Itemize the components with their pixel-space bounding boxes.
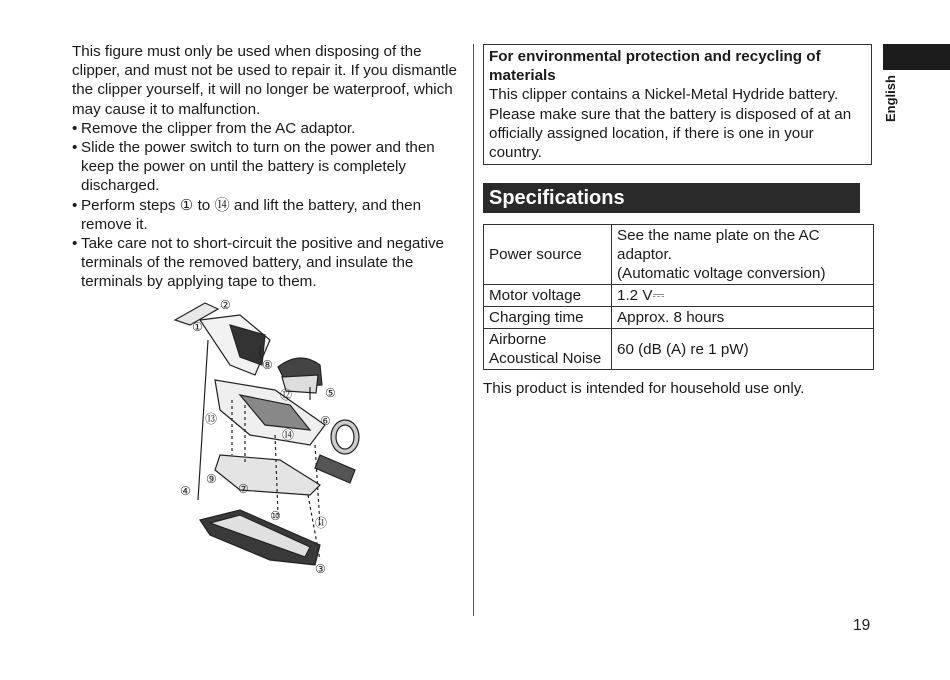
figure-label: ② bbox=[220, 298, 231, 312]
list-item: • Take care not to short-circuit the positive and negative terminals of the removed battery, and insulate the terminals by applying tape to them. bbox=[72, 234, 464, 292]
figure-label: ⑤ bbox=[325, 386, 336, 400]
environment-title: For environmental protection and recycling of materials bbox=[489, 48, 821, 85]
page-number: 19 bbox=[853, 617, 871, 634]
figure-label: ⑪ bbox=[315, 516, 328, 530]
spec-label bbox=[484, 329, 612, 370]
household-note: This product is intended for household use only. bbox=[483, 380, 805, 397]
table-row bbox=[484, 285, 874, 307]
disposal-steps bbox=[72, 119, 464, 292]
figure-label: ① bbox=[192, 320, 203, 334]
figure-label: ④ bbox=[180, 484, 191, 498]
intro-paragraph: This figure must only be used when disposing of the clipper, and must not be used to repair it. If you dismantle the clipper yourself, it will no longer be waterproof, which may cause it to malfunction. bbox=[72, 43, 457, 118]
language-label: English bbox=[883, 75, 898, 122]
disposal-instructions bbox=[72, 42, 464, 292]
list-item: • Slide the power switch to turn on the power and then keep the power on until the battery is completely discharged. bbox=[72, 138, 464, 196]
spec-value-line: See the name plate on the AC bbox=[617, 227, 820, 244]
table-row bbox=[484, 225, 874, 285]
figure-label: ⑬ bbox=[205, 412, 218, 426]
specifications-heading: Specifications bbox=[483, 183, 860, 213]
table-row bbox=[484, 329, 874, 370]
figure-label: ⑨ bbox=[206, 472, 217, 486]
spec-value: 60 (dB (A) re 1 pW) bbox=[612, 329, 874, 370]
list-item: • Remove the clipper from the AC adaptor. bbox=[72, 119, 464, 138]
list-item: • Perform steps ① to ⑭ and lift the battery, and then remove it. bbox=[72, 196, 464, 234]
table-row bbox=[484, 307, 874, 329]
environment-body: This clipper contains a Nickel-Metal Hydride battery. Please make sure that the battery is disposed of at an officially assigned location, if there is one in your country. bbox=[489, 86, 852, 162]
environment-notice bbox=[483, 44, 872, 165]
spec-value bbox=[612, 225, 874, 285]
spec-value-line: (Automatic voltage conversion) bbox=[617, 265, 826, 282]
spec-label-line: Acoustical Noise bbox=[489, 350, 602, 367]
spec-value-line: adaptor. bbox=[617, 246, 672, 263]
figure-label: ⑥ bbox=[320, 414, 331, 428]
spec-label: Power source bbox=[484, 225, 612, 285]
figure-label: ⑫ bbox=[280, 388, 293, 402]
figure-label: ⑭ bbox=[282, 428, 295, 442]
language-tab bbox=[883, 44, 950, 70]
figure-label: ⑦ bbox=[238, 482, 249, 496]
figure-label: ⑧ bbox=[262, 358, 273, 372]
spec-label: Motor voltage bbox=[484, 285, 612, 307]
figure-label: ⑩ bbox=[270, 509, 281, 523]
specifications-table bbox=[483, 224, 874, 370]
disassembly-diagram bbox=[170, 295, 370, 580]
spec-value: 1.2 V⎓ bbox=[612, 285, 874, 307]
column-divider bbox=[473, 44, 474, 616]
spec-label-line: Airborne bbox=[489, 331, 547, 348]
spec-label: Charging time bbox=[484, 307, 612, 329]
spec-value: Approx. 8 hours bbox=[612, 307, 874, 329]
figure-label: ③ bbox=[315, 562, 326, 576]
